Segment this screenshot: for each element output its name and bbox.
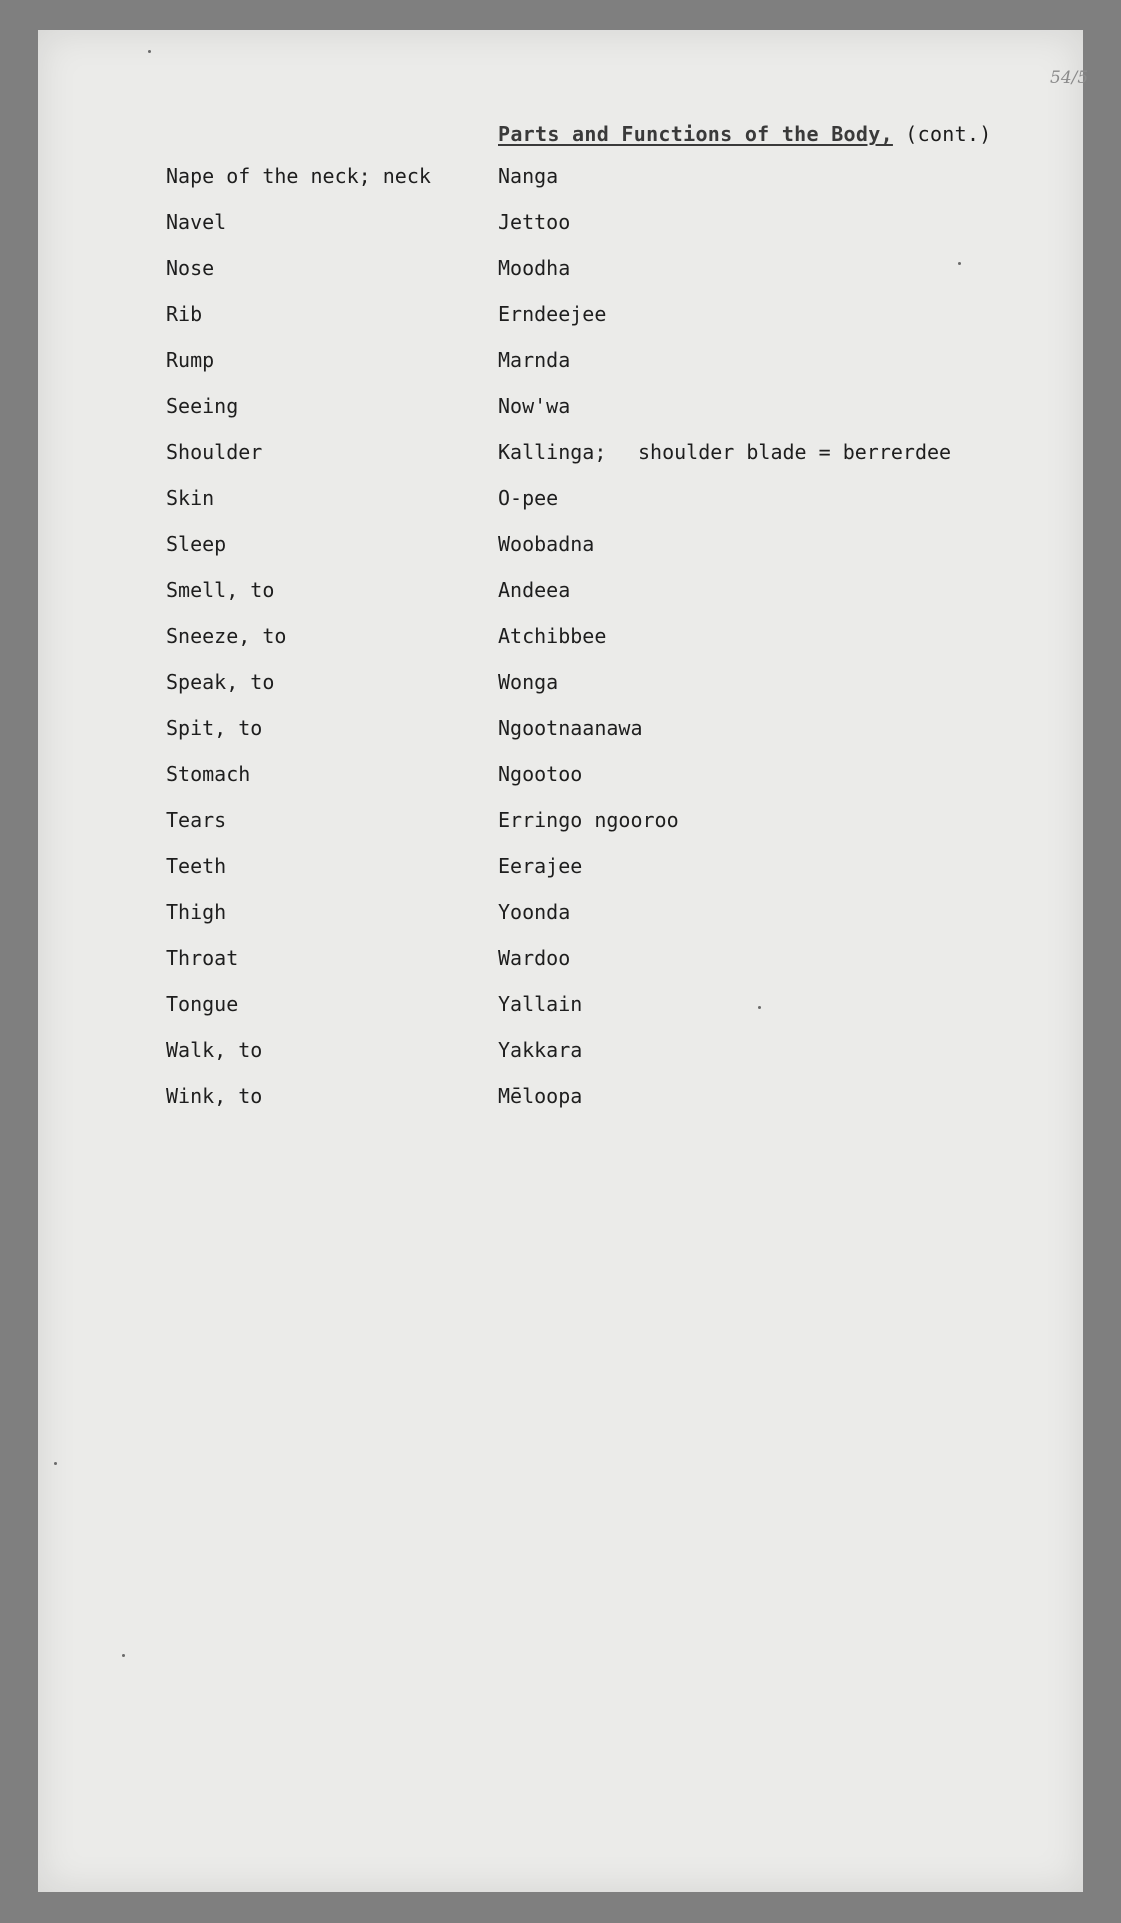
entry-native: Ngootnaanawa	[498, 716, 643, 740]
entry-row	[38, 716, 1083, 746]
paper-speck	[54, 1462, 57, 1465]
entry-row	[38, 256, 1083, 286]
entry-native: Jettoo	[498, 210, 571, 234]
entry-row	[38, 854, 1083, 884]
entry-native: Yallain	[498, 992, 583, 1016]
entry-english: Sleep	[166, 532, 227, 556]
document-page	[38, 30, 1089, 1892]
entry-english: Teeth	[166, 854, 227, 878]
entry-english: Seeing	[166, 394, 239, 418]
entry-english: Shoulder	[166, 440, 263, 464]
entry-english: Speak, to	[166, 670, 275, 694]
page-number: 54/5	[1050, 68, 1089, 88]
entry-english: Smell, to	[166, 578, 275, 602]
entry-native: Ngootoo	[498, 762, 583, 786]
entry-row	[38, 762, 1083, 792]
entry-native: Erndeejee	[498, 302, 607, 326]
entry-english: Spit, to	[166, 716, 263, 740]
entry-row	[38, 946, 1083, 976]
entry-english: Navel	[166, 210, 227, 234]
entry-english: Tongue	[166, 992, 239, 1016]
paper-speck	[758, 1006, 761, 1009]
entry-row	[38, 486, 1083, 516]
entry-english: Throat	[166, 946, 239, 970]
entry-row	[38, 1038, 1083, 1068]
entry-native: Wonga	[498, 670, 559, 694]
entry-native: Yakkara	[498, 1038, 583, 1062]
entry-english: Skin	[166, 486, 215, 510]
entry-english: Sneeze, to	[166, 624, 287, 648]
entry-native: Erringo ngooroo	[498, 808, 679, 832]
entry-row	[38, 1084, 1083, 1114]
entry-row	[38, 808, 1083, 838]
entry-row	[38, 394, 1083, 424]
entry-native: Wardoo	[498, 946, 571, 970]
entry-native: Woobadna	[498, 532, 595, 556]
entry-english: Stomach	[166, 762, 251, 786]
entry-english: Walk, to	[166, 1038, 263, 1062]
entry-native: Moodha	[498, 256, 571, 280]
entry-row	[38, 992, 1083, 1022]
entry-native: Mēloopa	[498, 1084, 583, 1108]
entry-english: Nape of the neck; neck	[166, 164, 431, 188]
entry-english: Thigh	[166, 900, 227, 924]
entry-row	[38, 302, 1083, 332]
paper-speck	[958, 262, 961, 265]
entry-english: Rump	[166, 348, 215, 372]
paper-speck	[122, 1654, 125, 1657]
entry-row	[38, 164, 1083, 194]
entry-row	[38, 670, 1083, 700]
entry-row	[38, 578, 1083, 608]
entry-native: O-pee	[498, 486, 559, 510]
entry-native: Eerajee	[498, 854, 583, 878]
entry-note: shoulder blade = berrerdee	[638, 440, 952, 464]
paper-speck	[148, 50, 151, 53]
entry-row	[38, 348, 1083, 378]
entry-row	[38, 900, 1083, 930]
entry-native: Yoonda	[498, 900, 571, 924]
entry-native: Andeea	[498, 578, 571, 602]
entry-native: Nanga	[498, 164, 559, 188]
entry-english: Wink, to	[166, 1084, 263, 1108]
entry-row	[38, 440, 1083, 470]
heading-suffix: (cont.)	[905, 122, 992, 146]
entry-native: Kallinga;	[498, 440, 607, 464]
entry-native: Atchibbee	[498, 624, 607, 648]
heading-title: Parts and Functions of the Body,	[498, 122, 893, 146]
entry-english: Rib	[166, 302, 203, 326]
entry-row	[38, 624, 1083, 654]
entry-native: Now'wa	[498, 394, 571, 418]
entry-row	[38, 210, 1083, 240]
entry-english: Tears	[166, 808, 227, 832]
page-heading	[498, 122, 992, 146]
entry-english: Nose	[166, 256, 215, 280]
entry-native: Marnda	[498, 348, 571, 372]
entry-row	[38, 532, 1083, 562]
